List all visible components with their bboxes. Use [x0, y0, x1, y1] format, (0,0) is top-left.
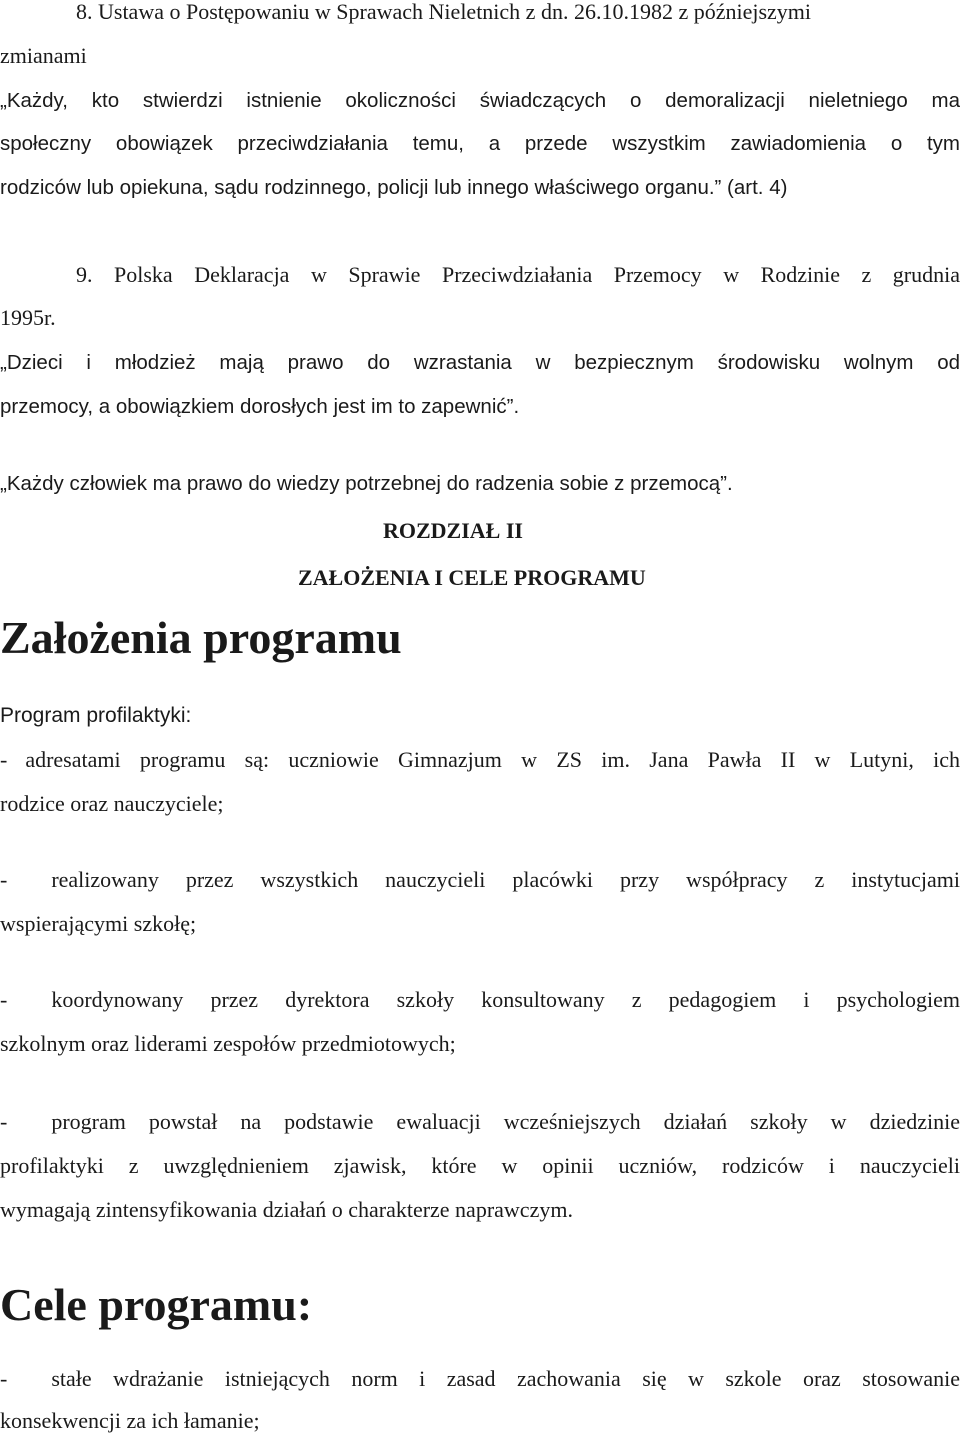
decl-9-quote-1-line-1: „Dzieci i młodzież mają prawo do wzrastania w bezpiecznym środowisku wolnym od	[0, 351, 960, 374]
assumption-item-1-line-1: - adresatami programu są: uczniowie Gimnazjum w ZS im. Jana Pawła II w Lutyni, ich	[0, 747, 960, 772]
goal-item-1-line-1: - stałe wdrażanie istniejących norm i zasad zachowania się w szkole oraz stosowanie	[0, 1366, 960, 1391]
decl-9-quote-1-line-2: przemocy, a obowiązkiem dorosłych jest im to zapewnić”.	[0, 395, 520, 418]
law-8-quote-line-2: społeczny obowiązek przeciwdziałania temu, a przede wszystkim zawiadomienia o tym	[0, 132, 960, 155]
decl-9-quote-2: „Każdy człowiek ma prawo do wiedzy potrzebnej do radzenia sobie z przemocą”.	[0, 472, 733, 495]
law-8-quote-line-1: „Każdy, kto stwierdzi istnienie okoliczności świadczących o demoralizacji nieletniego ma	[0, 89, 960, 112]
assumption-item-4-line-2: profilaktyki z uwzględnieniem zjawisk, które w opinii uczniów, rodziców i nauczycieli	[0, 1153, 960, 1178]
assumption-item-3-line-2: szkolnym oraz liderami zespołów przedmiotowych;	[0, 1031, 456, 1056]
goals-heading: Cele programu:	[0, 1279, 313, 1330]
assumption-item-4-line-3: wymagają zintensyfikowania działań o charakterze naprawczym.	[0, 1197, 573, 1222]
law-8-quote-line-3: rodziców lub opiekuna, sądu rodzinnego, policji lub innego właściwego organu.” (art. 4)	[0, 176, 788, 199]
chapter-number: ROZDZIAŁ II	[383, 518, 523, 543]
decl-9-heading: 9. Polska Deklaracja w Sprawie Przeciwdziałania Przemocy w Rodzinie z grudnia	[76, 262, 960, 287]
assumption-item-4-line-1: - program powstał na podstawie ewaluacji wcześniejszych działań szkoły w dziedzinie	[0, 1109, 960, 1134]
assumption-item-3-line-1: - koordynowany przez dyrektora szkoły konsultowany z pedagogiem i psychologiem	[0, 987, 960, 1012]
assumption-item-1-line-2: rodzice oraz nauczyciele;	[0, 791, 224, 816]
law-8-heading-cont: zmianami	[0, 43, 87, 68]
decl-9-heading-cont: 1995r.	[0, 305, 56, 330]
assumption-item-2-line-2: wspierającymi szkołę;	[0, 911, 197, 936]
assumption-item-2-line-1: - realizowany przez wszystkich nauczycieli placówki przy współpracy z instytucjami	[0, 867, 960, 892]
law-8-heading: 8. Ustawa o Postępowaniu w Sprawach Nieletnich z dn. 26.10.1982 z późniejszymi	[76, 0, 812, 24]
assumptions-intro: Program profilaktyki:	[0, 704, 192, 727]
chapter-title: ZAŁOŻENIA I CELE PROGRAMU	[298, 565, 646, 590]
assumptions-heading: Założenia programu	[0, 612, 402, 663]
goal-item-1-line-2: konsekwencji za ich łamanie;	[0, 1408, 260, 1433]
